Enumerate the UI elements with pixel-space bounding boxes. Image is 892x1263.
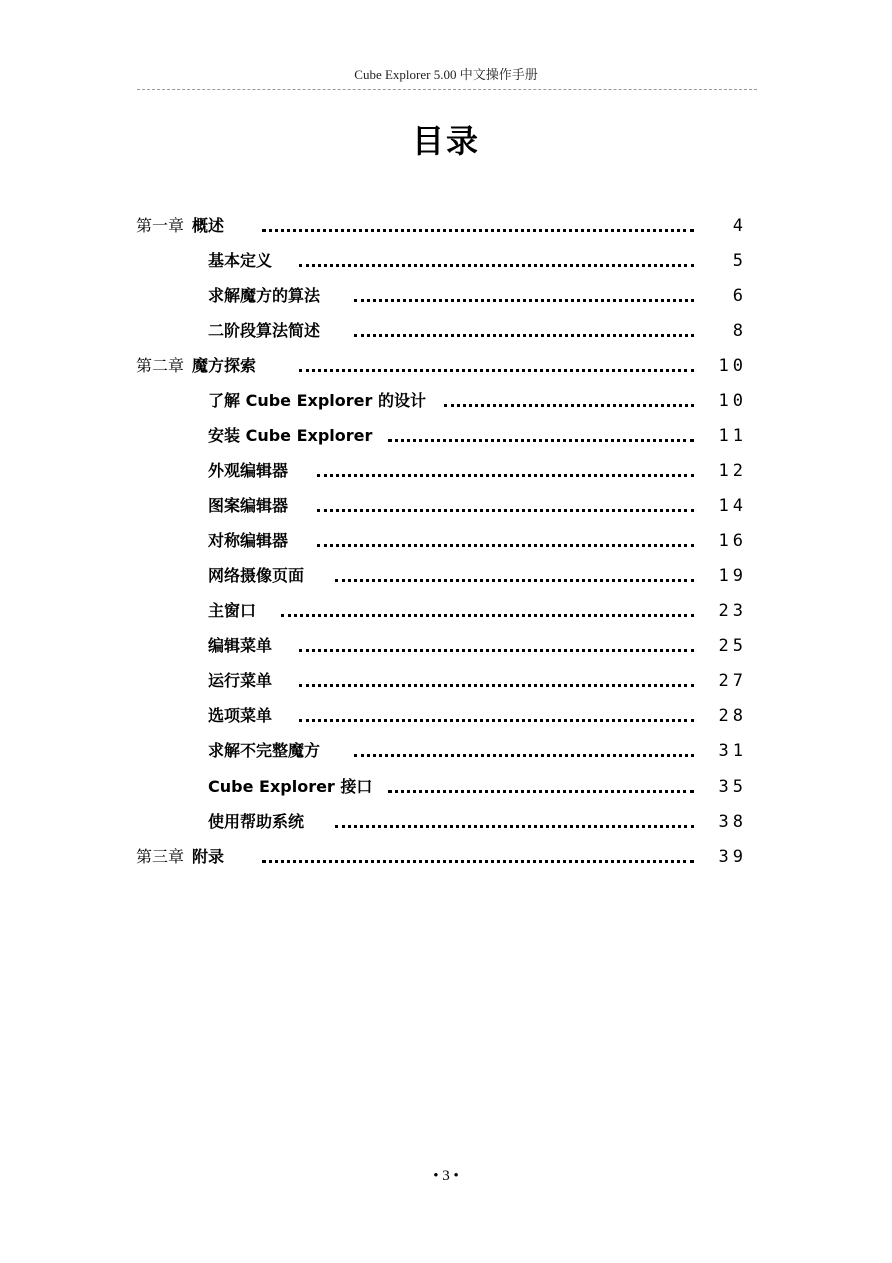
dot-leader — [317, 544, 694, 547]
toc-entry-page: 8 — [732, 321, 747, 341]
toc-entry-page: 14 — [718, 496, 747, 516]
toc-entry-label: 求解不完整魔方 — [208, 741, 321, 760]
toc-entry[interactable] — [0, 319, 892, 343]
toc-entry-page: 19 — [718, 566, 747, 586]
toc-entry-page: 16 — [718, 531, 747, 551]
dot-leader — [299, 719, 694, 722]
toc-entry-page: 38 — [718, 812, 747, 832]
toc-entry-page: 31 — [718, 741, 747, 761]
toc-entry[interactable] — [0, 634, 892, 658]
dot-leader — [444, 404, 694, 407]
toc-entry[interactable] — [0, 739, 892, 763]
toc-entry[interactable] — [0, 284, 892, 308]
toc-entry-page: 10 — [718, 391, 747, 411]
toc-entry[interactable] — [0, 775, 892, 799]
running-header: Cube Explorer 5.00 中文操作手册 — [354, 67, 538, 82]
toc-entry-label: 图案编辑器 — [208, 496, 289, 515]
toc-entry-page: 12 — [718, 461, 747, 481]
dot-leader — [299, 649, 694, 652]
toc-entry[interactable] — [0, 810, 892, 834]
toc-entry-label: 对称编辑器 — [208, 531, 289, 550]
toc-entry-label: Cube Explorer 接口 — [208, 777, 373, 796]
toc-entry[interactable] — [0, 669, 892, 693]
dot-leader — [388, 790, 694, 793]
dot-leader — [299, 684, 694, 687]
toc-entry[interactable] — [0, 529, 892, 553]
dot-leader — [388, 439, 694, 442]
toc-entry-page: 35 — [718, 777, 747, 797]
toc-entry-page: 25 — [718, 636, 747, 656]
toc-entry-label: 第二章 魔方探索 — [136, 356, 257, 375]
dot-leader — [354, 299, 694, 302]
dot-leader — [299, 369, 694, 372]
toc-entry-page: 4 — [732, 216, 747, 236]
toc-entry[interactable] — [0, 704, 892, 728]
toc-entry[interactable] — [0, 494, 892, 518]
toc-entry-chapter-3[interactable] — [0, 845, 892, 869]
toc-entry-label: 运行菜单 — [208, 671, 273, 690]
dot-leader — [354, 754, 694, 757]
toc-entry-page: 10 — [718, 356, 747, 376]
toc-entry-page: 6 — [732, 286, 747, 306]
toc-entry-label: 编辑菜单 — [208, 636, 273, 655]
dot-leader — [335, 825, 694, 828]
toc-entry-page: 11 — [718, 426, 747, 446]
toc-entry-label: 二阶段算法简述 — [208, 321, 321, 340]
toc-entry-label: 求解魔方的算法 — [208, 286, 321, 305]
toc-entry-label: 选项菜单 — [208, 706, 273, 725]
toc-entry-chapter-2[interactable] — [0, 354, 892, 378]
toc-entry-label: 了解 Cube Explorer 的设计 — [208, 391, 426, 410]
dot-leader — [317, 509, 694, 512]
toc-entry-label: 外观编辑器 — [208, 461, 289, 480]
dot-leader — [281, 614, 694, 617]
toc-entry-label: 第一章 概述 — [136, 216, 225, 235]
toc-entry-page: 23 — [718, 601, 747, 621]
toc-entry[interactable] — [0, 459, 892, 483]
toc-entry-label: 主窗口 — [208, 601, 257, 620]
toc-entry[interactable] — [0, 424, 892, 448]
toc-entry[interactable] — [0, 249, 892, 273]
toc-entry[interactable] — [0, 599, 892, 623]
toc-entry-page: 39 — [718, 847, 747, 867]
dot-leader — [262, 229, 694, 232]
toc-entry-label: 安装 Cube Explorer — [208, 426, 373, 445]
dot-leader — [262, 860, 694, 863]
toc-entry-label: 基本定义 — [208, 251, 273, 270]
dot-leader — [354, 334, 694, 337]
toc-entry-page: 28 — [718, 706, 747, 726]
dot-leader — [299, 264, 694, 267]
page-number: • 3 • — [433, 1168, 459, 1184]
toc-entry-label: 使用帮助系统 — [208, 812, 305, 831]
toc-entry-chapter-1[interactable] — [0, 214, 892, 238]
dot-leader — [317, 474, 694, 477]
toc-entry-label: 第三章 附录 — [136, 847, 225, 866]
toc-entry-label: 网络摄像页面 — [208, 566, 305, 585]
toc-entry[interactable] — [0, 564, 892, 588]
toc-entry-page: 27 — [718, 671, 747, 691]
dot-leader — [335, 579, 694, 582]
page-title: 目录 — [411, 122, 480, 160]
toc-entry[interactable] — [0, 389, 892, 413]
toc-entry-page: 5 — [732, 251, 747, 271]
header-divider — [137, 89, 757, 90]
